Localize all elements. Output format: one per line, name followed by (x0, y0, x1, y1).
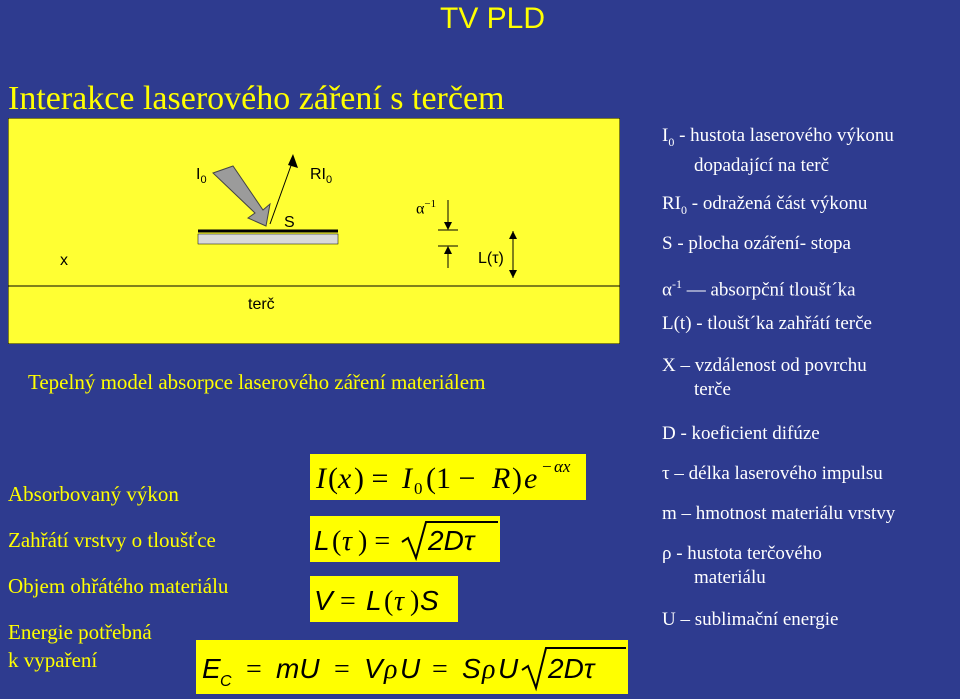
svg-text:=: = (246, 654, 262, 685)
svg-text:−: − (542, 457, 552, 476)
formula-volume (310, 576, 458, 622)
legend-i0-line1: $I_0$ - hustota laserového výkonu (662, 125, 894, 149)
row-label-volume: Objem ohřátého materiálu (8, 574, 229, 598)
legend-x-line2: terče (694, 379, 731, 400)
legend-m: m – hmotnost materiálu vrstvy (662, 503, 896, 524)
legend-ri0: $RI_0$ - odražená část výkonu (662, 193, 868, 217)
svg-text:x: x (338, 462, 352, 495)
svg-text:R: R (492, 462, 511, 495)
svg-text:I: I (402, 462, 412, 495)
row-label-energy-1: Energie potřebná (8, 620, 152, 644)
reflected-beam-head (288, 154, 298, 168)
formula-heating (310, 516, 500, 562)
svg-text:) =: ) = (358, 526, 391, 557)
svg-text:2Dτ: 2Dτ (428, 525, 475, 556)
svg-text:) =: ) = (354, 462, 389, 495)
slide-heading: Interakce laserového záření s terčem (8, 80, 505, 117)
svg-text:ρ: ρ (384, 654, 398, 685)
row-label-heating: Zahřátí vrstvy o tloušťce (8, 528, 216, 552)
laser-beam-arrow (213, 166, 270, 226)
label-S: S (284, 214, 295, 231)
svg-text:S: S (462, 653, 481, 684)
label-I0: $I_0$ (196, 166, 207, 187)
legend-s: S - plocha ozáření- stopa (662, 233, 851, 254)
label-x: x (60, 252, 68, 269)
label-RI0: $RI_0$ (310, 166, 333, 187)
diagram-svg (8, 118, 620, 344)
legend-x-line1: X – vzdálenost od povrchu (662, 355, 867, 376)
svg-text:I: I (316, 462, 326, 495)
svg-text:E: E (202, 653, 221, 684)
svg-text:(: ( (332, 526, 342, 557)
svg-text:ρ: ρ (482, 654, 496, 685)
legend-rho (662, 542, 822, 590)
row-label-energy-2: k vypaření (8, 648, 98, 672)
legend-tau: τ – délka laserového impulsu (662, 463, 883, 484)
svg-text:V: V (364, 653, 383, 684)
svg-text:e: e (524, 462, 538, 495)
svg-text:=: = (340, 586, 356, 617)
legend-rho-line2: materiálu (694, 567, 766, 588)
svg-text:U: U (400, 653, 421, 684)
svg-text:V: V (314, 585, 333, 616)
formula-energy (196, 640, 628, 694)
svg-text:): ) (512, 462, 522, 495)
svg-text:=: = (334, 654, 350, 685)
legend-alpha: $\alpha^{-1}$ — absorpční tloušt´ka (662, 277, 856, 301)
svg-text:S: S (420, 585, 439, 616)
legend-lt: L(t) - tloušt´ka zahřátí terče (662, 313, 872, 334)
label-alpha: $\alpha^{-1}$ (416, 198, 437, 218)
svg-text:): ) (410, 586, 420, 617)
laser-target-diagram (8, 118, 620, 344)
legend-u: U – sublimační energie (662, 609, 839, 630)
label-target: terč (248, 296, 275, 313)
row-label-absorbed: Absorbovaný výkon (8, 482, 179, 506)
model-caption: Tepelný model absorpce laserového záření materiálem (28, 370, 486, 394)
legend-i0-line2: dopadající na terč (694, 154, 830, 176)
legend-x (662, 354, 867, 402)
svg-text:αx: αx (554, 457, 571, 476)
svg-text:τ: τ (342, 526, 353, 557)
svg-text:U: U (498, 653, 519, 684)
svg-text:0: 0 (414, 479, 423, 498)
svg-text:=: = (432, 654, 448, 685)
svg-text:mU: mU (276, 653, 320, 684)
svg-text:(1 −: (1 − (426, 462, 476, 495)
label-L-tau: L(τ) (478, 250, 504, 267)
heated-layer (198, 234, 338, 244)
legend-d: D - koeficient difúze (662, 423, 820, 444)
svg-text:C: C (220, 673, 232, 690)
slide-title: TV PLD (440, 2, 546, 35)
legend-rho-line1: ρ - hustota terčového (662, 543, 822, 564)
svg-text:L: L (314, 525, 330, 556)
legend-i0 (662, 124, 894, 178)
svg-text:2Dτ: 2Dτ (548, 653, 595, 684)
formula-absorbed (310, 454, 586, 500)
svg-text:L: L (366, 585, 382, 616)
svg-text:(: ( (328, 462, 338, 495)
svg-text:(: ( (384, 586, 394, 617)
svg-text:τ: τ (394, 586, 405, 617)
